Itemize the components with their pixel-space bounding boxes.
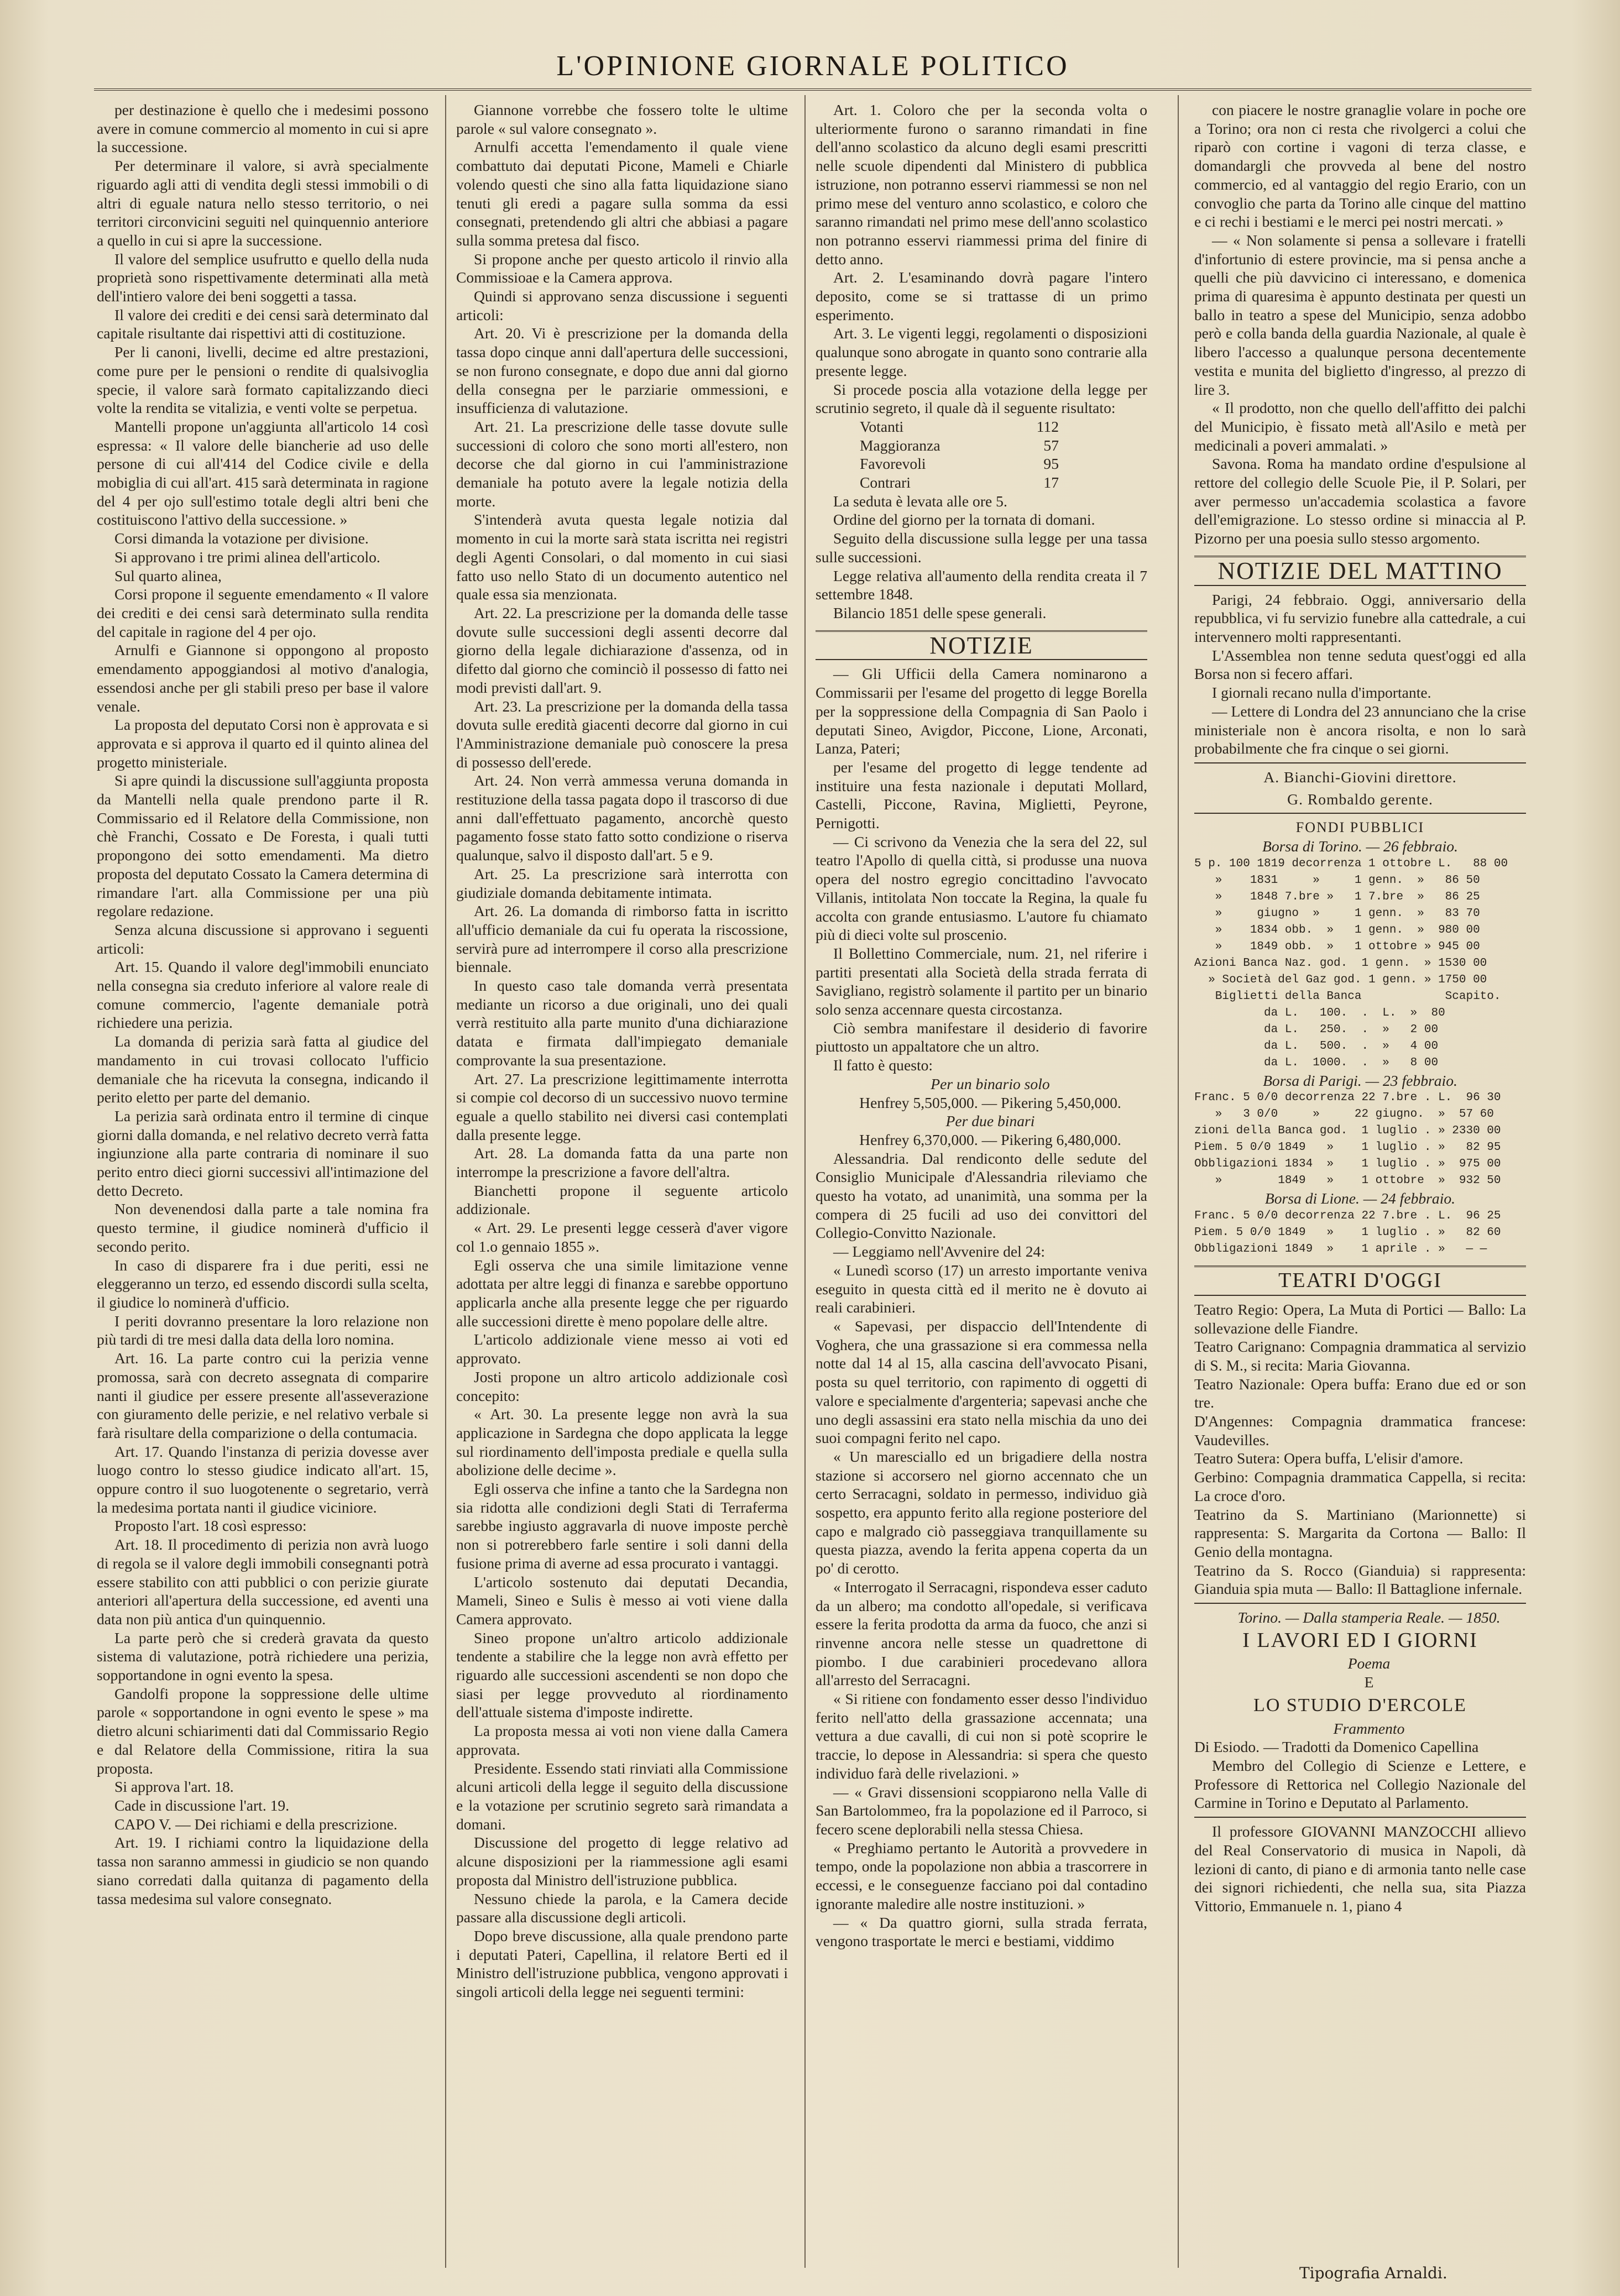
vote-value: 57 xyxy=(1043,436,1059,454)
paragraph: Mantelli propone un'aggiunta all'articolo 14 così espressa: « Il valore delle biancherie ad uso delle persone di cui all'414 del Codice civile e della mobiglia di cui all'art. 415 sarà determinata in ragione del 4 per ojo sull'estimo totale degli altri beni che costituiscono l'attivo della successione. » xyxy=(97,417,428,529)
capellina-credits: Membro del Collegio di Scienze e Lettere, e Professore di Rettorica nel Collegio Nazionale del Carmine in Torino e Deputato al Parlamento. xyxy=(1194,1757,1526,1812)
paragraph: La seduta è levata alle ore 5. xyxy=(833,492,1007,510)
paragraph: Arnulfi e Giannone si oppongono al proposto emendamento appoggiandosi al motivo d'analogia, essendosi anche per gli stabili preso per base il valore venale. xyxy=(97,641,428,715)
paragraph: Teatrino da S. Martiniano (Marionnette) si rappresenta: S. Margarita da Cortona — Ballo: Il Genio della montagna. xyxy=(1194,1505,1526,1560)
vote-label: Votanti xyxy=(860,417,904,435)
paragraph: Ciò sembra manifestare il desiderio di favorire piuttosto un appaltatore che un altro. xyxy=(816,1019,1147,1055)
paragraph: Bilancio 1851 delle spese generali. xyxy=(833,604,1047,621)
column-rule xyxy=(804,95,806,2268)
mattino-heading: NOTIZIE DEL MATTINO xyxy=(1194,556,1526,586)
vote-row xyxy=(816,454,1147,473)
binario-one-title: Per un binario solo xyxy=(931,1075,1050,1092)
editor-gerente: G. Rombaldo gerente. xyxy=(1287,790,1433,808)
mattino-text xyxy=(1194,590,1526,758)
divider xyxy=(1194,1603,1526,1604)
fund-row: » giugno » 1 genn. » 83 70 xyxy=(1194,907,1480,920)
fund-row: Franc. 5 0/0 decorrenza 22 7.bre . L. 96 25 xyxy=(1194,1210,1501,1223)
vote-label: Maggioranza xyxy=(860,436,940,454)
fund-row: zioni della Banca god. 1 luglio . » 2330 00 xyxy=(1194,1125,1501,1138)
paragraph: Proposto l'art. 18 così espresso: xyxy=(114,1517,307,1535)
column-4-text xyxy=(1194,101,1526,548)
column-4 xyxy=(1194,101,1526,2268)
vote-value: 112 xyxy=(1036,417,1059,435)
paragraph: L'Assemblea non tenne seduta quest'oggi ed alla Borsa non si fecero affari. xyxy=(1194,646,1526,683)
paragraph: Si propone anche per questo articolo il rinvio alla Commissioae e la Camera approva. xyxy=(456,250,788,286)
paragraph: Nessuno chiede la parola, e la Camera decide passare alla discussione degli articoli. xyxy=(456,1890,788,1926)
paragraph: La domanda di perizia sarà fatta al giudice del mandamento in cui trovasi collocato l'ufficio demaniale che ha ricevuta la consegna, indicando il perito eletto per parte del demanio. xyxy=(97,1033,428,1106)
printer-credit: Tipografia Arnaldi. xyxy=(1299,2264,1447,2282)
paragraph: Art. 15. Quando il valore degl'immobili enunciato nella consegna sia creduto inferiore al valore reale di comune commercio, l'agente demaniale potrà richiedere una perizia. xyxy=(97,958,428,1032)
lavori-title: I LAVORI ED I GIORNI xyxy=(1242,1628,1478,1652)
paragraph: « Art. 29. Le presenti legge cesserà d'aver vigore col 1.o gennaio 1855 ». xyxy=(456,1219,788,1255)
paragraph: Art. 23. La prescrizione per la domanda della tassa dovuta sulle eredità giacenti decorre dal giorno in cui l'Amministrazione demaniale può conoscere la presa di possesso dell'erede. xyxy=(456,697,788,771)
fund-row: da L. 1000. . » 8 00 xyxy=(1194,1056,1439,1069)
fund-row: da L. 100. . L. » 80 xyxy=(1194,1006,1445,1019)
divider xyxy=(1194,813,1526,814)
fondi-title: FONDI PUBBLICI xyxy=(1295,819,1425,836)
paragraph: Teatrino da S. Rocco (Gianduia) si rappresenta: Gianduia spia muta — Ballo: Il Battaglione infernale. xyxy=(1194,1561,1526,1598)
paragraph: — « Da quattro giorni, sulla strada ferrata, vengono trasportate le merci e bestiami, viddimo xyxy=(816,1913,1147,1950)
column-rule xyxy=(1178,95,1179,2268)
paragraph: Bianchetti propone il seguente articolo addizionale. xyxy=(456,1181,788,1218)
column-rule xyxy=(445,95,446,2268)
paragraph: Gerbino: Compagnia drammatica Cappella, si recita: La croce d'oro. xyxy=(1194,1468,1526,1504)
paragraph: Art. 27. La prescrizione legittimamente interrotta si compie col decorso di un successivo nuovo termine eguale a quello stabilito nei diversi casi contemplati dalla presente legge. xyxy=(456,1070,788,1143)
paragraph: Il valore dei crediti e dei censi sarà determinato dal capitale risultante dai rispettivi atti di costituzione. xyxy=(97,306,428,342)
borsa-lione-title: Borsa di Lione. — 24 febbraio. xyxy=(1264,1190,1456,1207)
fund-row: » 1849 obb. » 1 ottobre » 945 00 xyxy=(1194,940,1480,953)
manzocchi-ad: Il professore GIOVANNI MANZOCCHI allievo del Real Conservatorio di musica in Napoli, dà lezioni di canto, di piano e di armonia tanto nelle case dei signori richiedenti, che nella sua, sita Piazza Vittorio, Emmanuele n. 1, piano 4 xyxy=(1194,1823,1526,1915)
paragraph: Legge relativa all'aumento della rendita creata il 7 settembre 1848. xyxy=(816,567,1147,603)
column-1-text xyxy=(97,101,428,1908)
column-2-text xyxy=(456,101,788,2001)
masthead: L'OPINIONE GIORNALE POLITICO xyxy=(556,50,1069,82)
paragraph: Art. 17. Quando l'instanza di perizia dovesse aver luogo contro lo stesso giudice indicato all'art. 15, oppure contro il suo luogotenente o segretario, verrà la medesima portata nanti il giudice viciniore. xyxy=(97,1442,428,1516)
vote-row xyxy=(816,417,1147,436)
paragraph: Dopo breve discussione, alla quale prendono parte i deputati Pateri, Capellina, il relatore Berti ed il Ministro dell'istruzione pubblica, vengono approvati i singoli articoli della legge nei seguenti termini: xyxy=(456,1927,788,2001)
paragraph: Il Bollettino Commerciale, num. 21, nel riferire i partiti presentati alla Società della strada ferrata di Savigliano, registrò solamente il partito per un binario solo senza accennare questa circostanza. xyxy=(816,944,1147,1018)
paragraph: « Un maresciallo ed un brigadiere della nostra stazione si accorsero nel giorno accennato che un certo Serracagni, soldato in permesso, individuo già sospetto, era appunto ferito alla regione posteriore del capo e malgrado ciò passeggiava tranquillamente su questa piazza, avendo la ferita appena coperta da un po' di cerotto. xyxy=(816,1447,1147,1577)
paragraph: — Gli Ufficii della Camera nominarono a Commissarii per l'esame del progetto di legge Borella per la soppressione della Compagnia di San Paolo i deputati Sineo, Avigdor, Piccone, Lione, Arconati, Lanza, Pateri; xyxy=(816,665,1147,757)
publisher-line: Torino. — Dalla stamperia Reale. — 1850. xyxy=(1237,1609,1501,1626)
fund-row: 5 p. 100 1819 decorrenza 1 ottobre L. 88 00 xyxy=(1194,857,1508,870)
paragraph: — Leggiamo nell'Avvenire del 24: xyxy=(833,1243,1045,1261)
fund-row: » 1849 » 1 ottobre » 932 50 xyxy=(1194,1174,1501,1188)
paragraph: La parte però che si crederà gravata da questo sistema di valutazione, potrà richiedere una perizia, sopportandone in ogni evento la spesa. xyxy=(97,1629,428,1684)
fund-row: » Società del Gaz god. 1 genn. » 1750 00 xyxy=(1194,973,1487,986)
paragraph: Teatro Sutera: Opera buffa, L'elisir d'amore. xyxy=(1194,1450,1464,1467)
editor-director: A. Bianchi-Giovini direttore. xyxy=(1263,768,1457,786)
ercole-title: LO STUDIO D'ERCOLE xyxy=(1253,1694,1467,1716)
paragraph: — « Gravi dissensioni scoppiarono nella Valle di San Bartolommeo, fra la popolazione ed il Parroco, si fecero scene deplorabili nella stessa Chiesa. xyxy=(816,1783,1147,1838)
fund-row: Biglietti della Banca Scapito. xyxy=(1194,990,1501,1003)
fund-row: Azioni Banca Naz. god. 1 genn. » 1530 00 xyxy=(1194,956,1487,970)
borsa-parigi-title: Borsa di Parigi. — 23 febbraio. xyxy=(1263,1071,1457,1089)
vote-results xyxy=(816,417,1147,492)
paragraph: Discussione del progetto di legge relativo ad alcune disposizioni per la riammessione agli esami proposta dal Ministro dell'istruzione pubblica. xyxy=(456,1834,788,1889)
paragraph: Non devenendosi dalla parte a tale nomina fra questo termine, il giudice nominerà d'ufficio il secondo perito. xyxy=(97,1200,428,1255)
paragraph: Art. 19. I richiami contro la liquidazione della tassa non saranno ammessi in giudicio se non quando siano corredati dalla quitanza di pagamento della tassa medesima sul valore consegnato. xyxy=(97,1834,428,1907)
paragraph: Si apre quindi la discussione sull'aggiunta proposta da Mantelli nella quale prendono parte il R. Commissario ed il Relatore della Commissione, non chè Franchi, Cossato e De Foresta, i quali tutti propongono dei sotto emendamenti. Ma dietro proposta del deputato Cossato la Camera determina di rimandare l'art. alla Commissione per una più regolare redazione. xyxy=(97,772,428,920)
fund-row: Franc. 5 0/0 decorrenza 22 7.bre . L. 96 30 xyxy=(1194,1091,1501,1105)
binario-two-title: Per due binari xyxy=(945,1112,1035,1130)
paragraph: — « Non solamente si pensa a sollevare i fratelli d'infortunio di estere provincie, ma si pensa anche a quelli che più davvicino ci interessano, e domenica prima di quaresima è appunto destinata per questi un ballo in teatro a spese del Municipio, senza adobbo però e colla banda della guardia Nazionale, al quale è libero l'accesso a qualunque persona decentemente vestita e munita del biglietto d'ingresso, al prezzo di lire 3. xyxy=(1194,231,1526,398)
divider xyxy=(1194,1817,1526,1818)
paragraph: con piacere le nostre granaglie volare in poche ore a Torino; ora non ci resta che rivolgerci a colui che riparò con cortine i vagoni di terza classe, e domandargli che provveda al bene del nostro commercio, ed al vantaggio del regio Erario, con un convoglio che parta da Torino alle cinque del mattino e ci rechi i bestiami e le merci pei nostri mercati. » xyxy=(1194,101,1526,231)
fund-row: » 1831 » 1 genn. » 86 50 xyxy=(1194,874,1480,887)
paragraph: Il valore del semplice usufrutto e quello della nuda proprietà sono rispettivamente determinati alla metà dell'intiero valore dei beni soggetti a tassa. xyxy=(97,250,428,305)
paragraph: « Il prodotto, non che quello dell'affitto dei palchi del Municipio, è fissato metà all'Asilo e metà per medicinali a poveri ammalati. » xyxy=(1194,399,1526,454)
paragraph: D'Angennes: Compagnia drammatica francese: Vaudevilles. xyxy=(1194,1413,1526,1448)
paragraph: Si approvano i tre primi alinea dell'articolo. xyxy=(114,548,380,566)
paragraph: Art. 21. La prescrizione delle tasse dovute sulle successioni di coloro che sono morti all'estero, non decorse che dal giorno in cui l'amministrazione demaniale ha potuto avere la legale notizia della morte. xyxy=(456,417,788,510)
paragraph: — Lettere di Londra del 23 annunciano che la crise ministeriale non è ancora risolta, e non lo sarà probabilmente che fra cinque o sei giorni. xyxy=(1194,702,1526,757)
paragraph: Art. 26. La domanda di rimborso fatta in iscritto all'ufficio demaniale da cui fu operata la riscossione, servirà pure ad interrompere il corso alla prescrizione biennale. xyxy=(456,902,788,976)
paragraph: La proposta messa ai voti non viene dalla Camera approvata. xyxy=(456,1722,788,1758)
fund-row: » 1848 7.bre » 1 7.bre » 86 25 xyxy=(1194,890,1480,903)
paragraph: Art. 20. Vi è prescrizione per la domanda della tassa dopo cinque anni dall'apertura delle successioni, se non furono consegnate, e dopo due anni dal giorno della consegna per le parziarie ommessioni, e insufficienza di valutazione. xyxy=(456,325,788,417)
paragraph: L'articolo sostenuto dai deputati Decandia, Mameli, Sineo e Sulis è messo ai voti viene dalla Camera approvato. xyxy=(456,1573,788,1628)
borsa-lione-table xyxy=(1194,1208,1526,1258)
paragraph: Giannone vorrebbe che fossero tolte le ultime parole « sul valore consegnato ». xyxy=(456,101,788,137)
fund-row: Piem. 5 0/0 1849 » 1 luglio . » 82 95 xyxy=(1194,1141,1501,1154)
paragraph: Sul quarto alinea, xyxy=(114,567,222,584)
paragraph: « Interrogato il Serracagni, rispondeva esser caduto da un albero; ma condotto all'opedale, si verificava essere la ferita prodotta da arma da fuoco, che anzi si rinvenne ancora nelle stesse un quadrettone di piombo. I due carabinieri procedevano allora all'arresto del Serracagni. xyxy=(816,1578,1147,1689)
notizie-text-continued xyxy=(816,1149,1147,1950)
paragraph: Corsi propone il seguente emendamento « Il valore dei crediti e dei censi sarà determinato sulla rendita del capitale in ragione del 4 per ojo. xyxy=(97,585,428,640)
teatri-heading: TEATRI D'OGGI xyxy=(1194,1265,1526,1296)
fund-row: Piem. 5 0/0 1849 » 1 luglio . » 82 60 xyxy=(1194,1226,1501,1239)
lavori-conjunction: E xyxy=(1364,1673,1374,1691)
fund-row: da L. 250. . » 2 00 xyxy=(1194,1023,1439,1036)
notizie-text xyxy=(816,665,1147,1074)
borsa-parigi-table xyxy=(1194,1090,1526,1189)
paragraph: Parigi, 24 febbraio. Oggi, anniversario della repubblica, vi fu servizio funebre alla cattedrale, a cui intervennero molti rappresentanti. xyxy=(1194,590,1526,645)
fund-row: » 1834 obb. » 1 genn. » 980 00 xyxy=(1194,923,1480,937)
notizie-heading: NOTIZIE xyxy=(816,630,1147,661)
paragraph: Josti propone un altro articolo addizionale così concepito: xyxy=(456,1368,788,1404)
divider xyxy=(1194,762,1526,763)
paragraph: Sineo propone un'altro articolo addizionale tendente a stabilire che la legge non avrà effetto per riguardo alle successioni ascendenti se non dopo che siasi per legge provveduto al riordinamento dell'attuale sistema d'imposte indirette. xyxy=(456,1629,788,1721)
paragraph: « Preghiamo pertanto le Autorità a provvedere in tempo, onde la popolazione non abbia a trascorrere in eccessi, e le conseguenze facciano poi dal contadino ignorante maledire alle nostre instituzioni. » xyxy=(816,1839,1147,1912)
paragraph: L'articolo addizionale viene messo ai voti ed approvato. xyxy=(456,1331,788,1367)
column-3 xyxy=(816,101,1147,2268)
vote-value: 95 xyxy=(1043,455,1059,473)
paragraph: Per determinare il valore, si avrà specialmente riguardo agli atti di vendita degli stessi immobili o di altri di eguale natura nello stesso territorio, o nei territori circonvicini seguiti nel quinquennio anteriore a quello in cui si apre la successione. xyxy=(97,157,428,249)
paragraph: Corsi dimanda la votazione per divisione. xyxy=(114,530,369,547)
borsa-torino-table xyxy=(1194,856,1526,1071)
paragraph: per destinazione è quello che i medesimi possono avere in comune commercio al momento in cui si apre la successione. xyxy=(97,101,428,156)
paragraph: Art. 22. La prescrizione per la domanda delle tasse dovute sulle successioni degli assenti decorre dal giorno della legale dichiarazione d'assenza, od in difetto dal giorno che cominciò il possesso di fatto nei modi previsti dall'art. 9. xyxy=(456,604,788,696)
paragraph: I periti dovranno presentare la loro relazione non più tardi di tre mesi dalla data della loro nomina. xyxy=(97,1312,428,1348)
paragraph: Si procede poscia alla votazione della legge per scrutinio segreto, il quale dà il seguente risultato: xyxy=(816,380,1147,417)
vote-row xyxy=(816,473,1147,492)
paragraph: La proposta del deputato Corsi non è approvata e si approvata e si approva il quarto ed il quinto alinea del progetto ministeriale. xyxy=(97,716,428,771)
fund-row: Obbligazioni 1849 » 1 aprile . » — — xyxy=(1194,1243,1487,1256)
paragraph: Il fatto è questo: xyxy=(833,1057,933,1074)
paragraph: Savona. Roma ha mandato ordine d'espulsione al rettore del collegio delle Scuole Pie, il P. Solari, per aver permesso un'accademia scolastica a favore dell'emigrazione. Lo stesso ordine si minaccia al P. Pizorno per una poesia sullo stesso argomento. xyxy=(1194,455,1526,547)
vote-label: Contrari xyxy=(860,474,911,491)
paragraph: CAPO V. — Dei richiami e della prescrizione. xyxy=(114,1815,398,1833)
paragraph: Art. 1. Coloro che per la seconda volta o ulteriormente furono o saranno rimandati in fine dell'anno scolastico da alcuno degli esami prescritti nelle scuole dipendenti dal Ministero di pubblica istruzione, non potranno esservi riammessi se non nel primo mese del venturo anno scolastico, e coloro che saranno rimandati nel primo mese dell'anno scolastico non potranno esservi riammessi prima del finire di detto anno. xyxy=(816,101,1147,268)
paragraph: Arnulfi accetta l'emendamento il quale viene combattuto dai deputati Picone, Mameli e Chiarle volendo questi che sino alla fatta liquidazione siano tenuti gli eredi a pagare sulla somma da essi consegnati, pretendendo gli altri che abbiasi a pagare sulla somma pretesa dal fisco. xyxy=(456,138,788,249)
session-end-text xyxy=(816,492,1147,623)
paragraph: Senza alcuna discussione si approvano i seguenti articoli: xyxy=(97,921,428,957)
paragraph: Teatro Carignano: Compagnia drammatica al servizio di S. M., si recita: Maria Giovanna. xyxy=(1194,1338,1526,1374)
vote-label: Favorevoli xyxy=(860,455,926,473)
fund-row: » 3 0/0 » 22 giugno. » 57 60 xyxy=(1194,1108,1494,1121)
borsa-torino-title: Borsa di Torino. — 26 febbraio. xyxy=(1262,838,1458,855)
binario-two-line: Henfrey 6,370,000. — Pikering 6,480,000. xyxy=(859,1131,1121,1148)
paragraph: In questo caso tale domanda verrà presentata mediante un ricorso a due originali, uno dei quali verrà restituito alla parte munito d'una dichiarazione datata e firmata dall'impiegato demaniale comprovante la sua presentazione. xyxy=(456,977,788,1069)
paragraph: Gandolfi propone la soppressione delle ultime parole « sopportandone in ogni evento le spese » ma dietro alcuni schiarimenti dati dal Commissario Regio e dal Relatore della Commissione, ritira la sua proposta. xyxy=(97,1685,428,1777)
teatri-list xyxy=(1194,1300,1526,1598)
lavori-subtitle: Poema xyxy=(1347,1655,1391,1672)
paragraph: « Art. 30. La presente legge non avrà la sua applicazione in Sardegna che dopo applicata la legge sul riordinamento dell'imposta prediale e quella sulla abolizione delle decime ». xyxy=(456,1405,788,1479)
header-rule xyxy=(94,88,1532,91)
paragraph: Art. 28. La domanda fatta da una parte non interrompe la prescrizione a favore dell'altra. xyxy=(456,1144,788,1181)
binario-one-line: Henfrey 5,505,000. — Pikering 5,450,000. xyxy=(859,1094,1121,1111)
paragraph: Cade in discussione l'art. 19. xyxy=(114,1796,290,1814)
paragraph: « Sapevasi, per dispaccio dell'Intendente di Voghera, che una grassazione si era commessa nella notte dal 14 al 15, alla cascina dell'avvocato Pisani, posta su quel territorio, con rapimento di oggetti di valore e specialmente d'argenteria; sapevasi anche che uno degli assassini era stato nella mischia da uno dei suoi compagni ferito nel capo. xyxy=(816,1317,1147,1447)
paragraph: Art. 18. Il procedimento di perizia non avrà luogo di regola se il valore degli immobili consegnanti potrà essere stabilito con atti pubblici o con perizie giurate anteriori all'apertura della successione, ed aventi una data non più antica d'un quinquennio. xyxy=(97,1536,428,1628)
paragraph: Art. 3. Le vigenti leggi, regolamenti o disposizioni qualunque sono abrogate in quanto sono contrarie alla presente legge. xyxy=(816,325,1147,379)
paragraph: — Ci scrivono da Venezia che la sera del 22, sul teatro l'Apollo di quella città, si produsse una nuova opera del nostro egregio concittadino l'avvocato Villanis, intitolata Non toccate la Regina, la quale fu accolta con grande entusiasmo. L'autore fu chiamato più di dieci volte sul proscenio. xyxy=(816,833,1147,944)
paragraph: Quindi si approvano senza discussione i seguenti articoli: xyxy=(456,287,788,323)
paragraph: Egli osserva che infine a tanto che la Sardegna non sia ridotta alle condizioni degli Stati di Terraferma sarebbe ingiusto aggravarla di nuove imposte perchè non si potrerebbero farle sentire i soli danni della fusione prima di averne ad essa procurato i vantaggi. xyxy=(456,1480,788,1572)
paragraph: Seguito della discussione sulla legge per una tassa sulle successioni. xyxy=(816,530,1147,566)
ercole-subtitle: Frammento xyxy=(1333,1719,1405,1737)
paragraph: Per li canoni, livelli, decime ed altre prestazioni, come pure per le pensioni o rendite di qualsivoglia specie, il valore sarà formato capitalizzando dieci volte la rendita se vitalizia, e venti volte se perpetua. xyxy=(97,343,428,417)
paragraph: per l'esame del progetto di legge tendente ad instituire una festa nazionale i deputati Mollard, Castelli, Piccone, Ravina, Miglietti, Peyrone, Pernigotti. xyxy=(816,758,1147,832)
paragraph: Art. 24. Non verrà ammessa veruna domanda in restituzione della tassa pagata dopo il trascorso di due anni dall'effettuato pagamento, ancorchè questo pagamento fosse stato fatto sotto condizione o riserva qualunque, salvo il disposto dall'art. 5 e 9. xyxy=(456,772,788,864)
vote-value: 17 xyxy=(1043,474,1059,491)
paragraph: Art. 25. La prescrizione sarà interrotta con giudiziale domanda debitamente intimata. xyxy=(456,865,788,901)
paragraph: Egli osserva che una simile limitazione venne adottata per altre leggi di finanza e sarebbe opportuno applicarla anche alla presente legge che per riguardo alle successioni dirette è meno popolare delle altre. xyxy=(456,1256,788,1330)
paragraph: Si approva l'art. 18. xyxy=(114,1778,234,1796)
paragraph: Presidente. Essendo stati rinviati alla Commissione alcuni articoli della legge il seguito della discussione e la votazione per scrutinio segreto sarà rimandata a domani. xyxy=(456,1759,788,1833)
paragraph: « Lunedì scorso (17) un arresto importante veniva eseguito in questa città ed il merito ne è dovuto ai reali carabinieri. xyxy=(816,1261,1147,1316)
paragraph: In caso di disparere fra i due periti, essi ne eleggeranno un terzo, ed essendo discordi sulla scelta, il giudice lo nominerà d'ufficio. xyxy=(97,1256,428,1311)
fund-row: Obbligazioni 1834 » 1 luglio . » 975 00 xyxy=(1194,1158,1501,1171)
fund-row: da L. 500. . » 4 00 xyxy=(1194,1039,1439,1053)
paragraph: « Si ritiene con fondamento esser desso l'individuo ferito nell'atto della grassazione accennata; una vettura a due cavalli, di cui non si potè scoprire le traccie, lo depose in Alessandria: si spera che questo individuo farà delle rivelazioni. » xyxy=(816,1690,1147,1782)
paragraph: S'intenderà avuta questa legale notizia dal momento in cui la morte sarà stata iscritta nei registri degli Agenti Consolari, o dal momento in cui siasi fatto uso nello Stato di un documento autentico nel quale essa sia menzionata. xyxy=(456,511,788,603)
paragraph: Art. 16. La parte contro cui la perizia venne promossa, sarà con decreto assegnata di comparire nanti il giudice per essere presente all'asseverazione con giuramento delle perizie, e nel relativo verbale si farà risultare della comparizione o della contumacia. xyxy=(97,1350,428,1441)
paragraph: Alessandria. Dal rendiconto delle sedute del Consiglio Municipale d'Alessandria rileviamo che questo ha votato, ad unanimità, una somma per la compera di 25 fucili ad uso dei convittori del Collegio-Convitto Nazionale. xyxy=(816,1149,1147,1242)
paragraph: Ordine del giorno per la tornata di domani. xyxy=(833,511,1095,529)
column-3-text xyxy=(816,101,1147,417)
vote-row xyxy=(816,436,1147,455)
column-1 xyxy=(97,101,428,2268)
column-2 xyxy=(456,101,788,2268)
paragraph: Teatro Regio: Opera, La Muta di Portici — Ballo: La sollevazione delle Fiandre. xyxy=(1194,1300,1526,1337)
esiodo-line: Di Esiodo. — Tradotti da Domenico Capellina xyxy=(1194,1738,1479,1756)
paragraph: La perizia sarà ordinata entro il termine di cinque giorni dalla domanda, e nel relativo decreto verrà fatta ingiunzione alla parte contraria di nominare il suo perito entro dieci giorni successivi all'intimazione del detto Decreto. xyxy=(97,1107,428,1199)
paragraph: Art. 2. L'esaminando dovrà pagare l'intero deposito, come se si trattasse di un primo esperimento. xyxy=(816,269,1147,323)
paragraph: Teatro Nazionale: Opera buffa: Erano due ed or son tre. xyxy=(1194,1375,1526,1411)
paragraph: I giornali recano nulla d'importante. xyxy=(1212,684,1431,702)
